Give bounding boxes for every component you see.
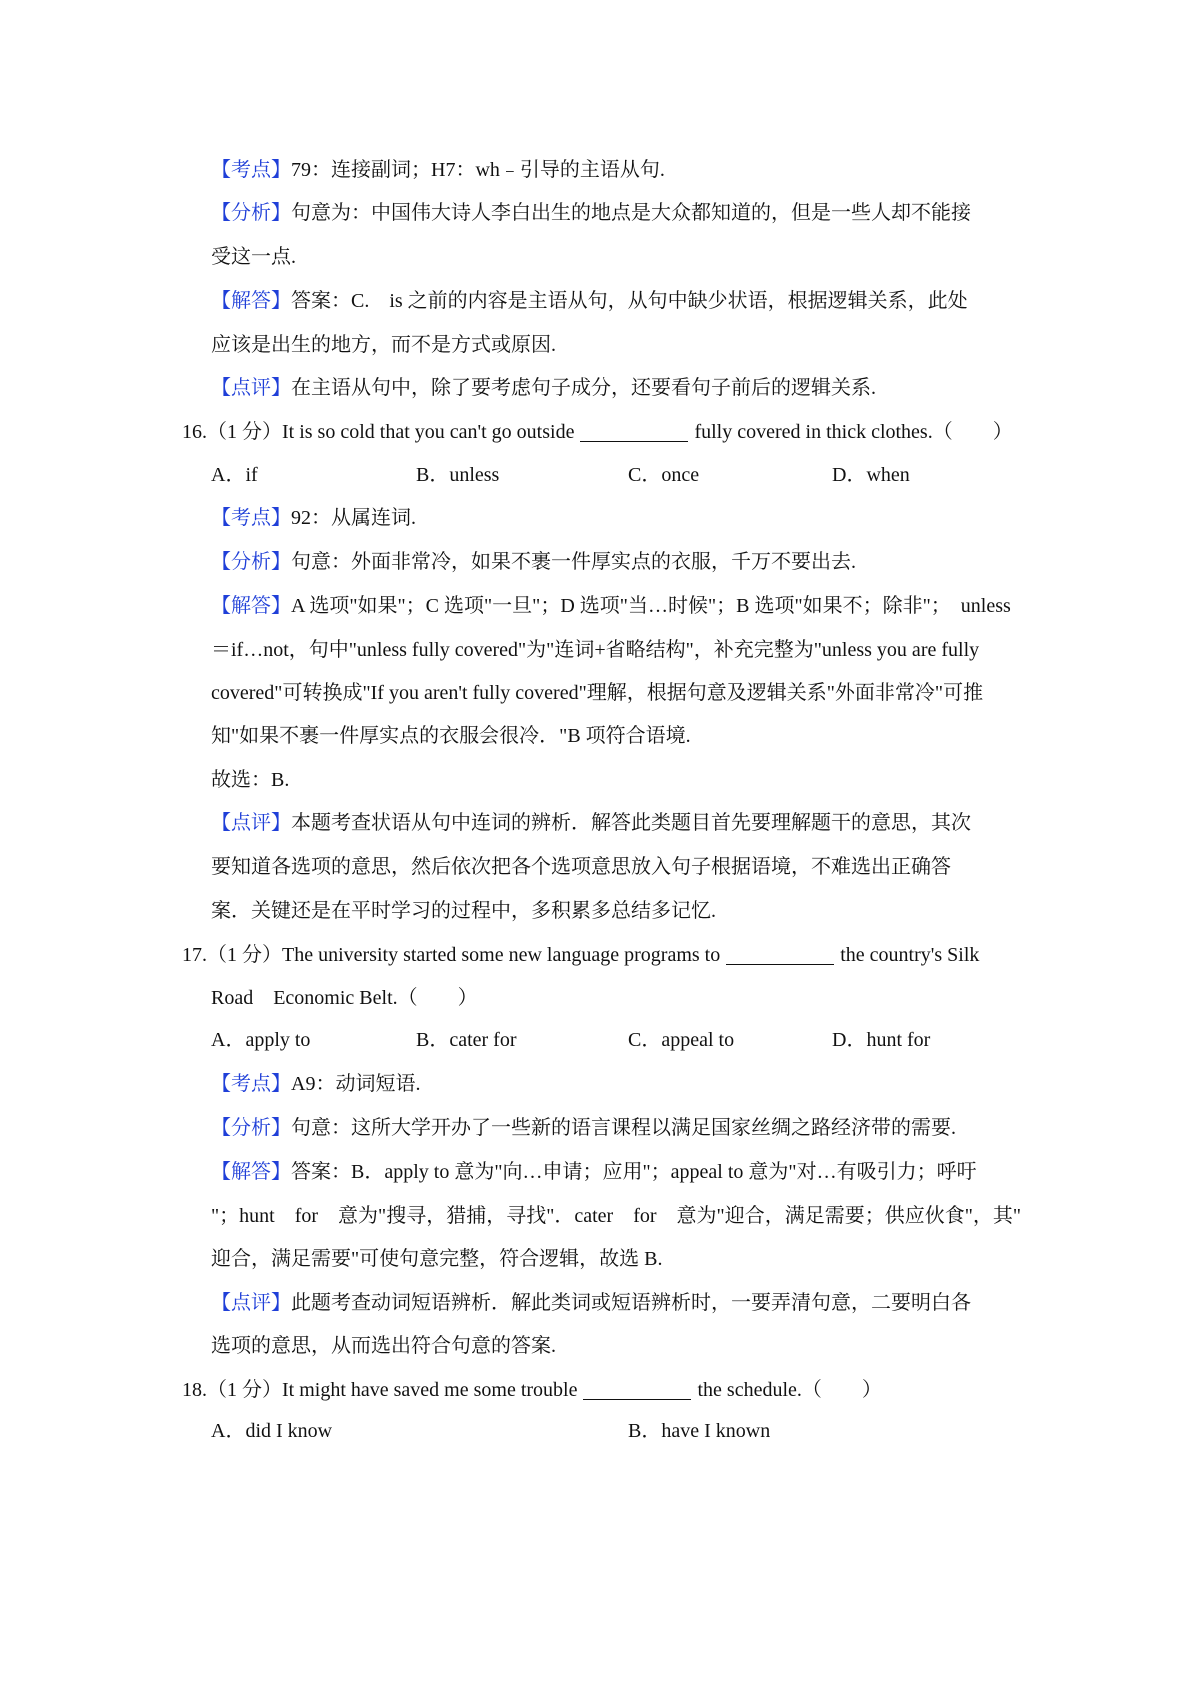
q16-guxuan: 故选：B. (211, 769, 290, 791)
q16-dianping-line1: 本题考查状语从句中连词的辨析．解答此类题目首先要理解题干的意思，其次 (291, 812, 971, 834)
fenxi-label: 【分析】 (211, 202, 291, 224)
q16-dianping-line2: 要知道各选项的意思，然后依次把各个选项意思放入句子根据语境，不难选出正确答 (211, 856, 951, 878)
q18-option-b: B．have I known (628, 1420, 771, 1442)
q17-dianping-line2: 选项的意思，从而选出符合句意的答案. (211, 1335, 556, 1357)
dianping-label: 【点评】 (211, 377, 291, 399)
q17-option-b: B．cater for (416, 1029, 517, 1051)
q15-fenxi (211, 198, 1021, 228)
q15-jieda-line1: 答案：C. is 之前的内容是主语从句，从句中缺少状语，根据逻辑关系，此处 (291, 290, 968, 312)
q16-dianping-line3: 案．关键还是在平时学习的过程中，多积累多总结多记忆. (211, 900, 716, 922)
q17-stem (182, 940, 979, 970)
q18-stem (182, 1375, 882, 1405)
q17-jieda-line3: 迎合，满足需要"可使句意完整，符合逻辑，故选 B. (211, 1248, 663, 1270)
q16-fenxi-text: 句意：外面非常冷，如果不裹一件厚实点的衣服，千万不要出去. (291, 551, 856, 573)
q17-fenxi-text: 句意：这所大学开办了一些新的语言课程以满足国家丝绸之路经济带的需要. (291, 1117, 956, 1139)
q16-jieda-line4: 知"如果不裹一件厚实点的衣服会很冷．"B 项符合语境. (211, 725, 691, 747)
q17-dianping (211, 1288, 1021, 1318)
jieda-label: 【解答】 (211, 290, 291, 312)
jieda-label: 【解答】 (211, 1161, 291, 1183)
kaodian-label: 【考点】 (211, 159, 291, 181)
q16-stem-pre: 16.（1 分）It is so cold that you can't go outside (182, 421, 575, 443)
q16-stem (182, 417, 1013, 447)
kaodian-label: 【考点】 (211, 507, 291, 529)
q17-option-d: D．hunt for (832, 1029, 931, 1051)
q15-dianping-text: 在主语从句中，除了要考虑句子成分，还要看句子前后的逻辑关系. (291, 377, 876, 399)
q16-jieda-line2: ＝if…not，句中"unless fully covered"为"连词+省略结构"，补充完整为"unless you are fully (211, 639, 980, 661)
q17-kaodian-text: A9：动词短语. (291, 1073, 421, 1095)
q17-stem-line2: Road Economic Belt.（ ） (211, 987, 478, 1009)
q16-option-d: D．when (832, 464, 910, 486)
q17-stem-post: the country's Silk (840, 944, 980, 966)
q16-jieda (211, 591, 1021, 621)
q15-fenxi-line1: 句意为：中国伟大诗人李白出生的地点是大众都知道的，但是一些人却不能接 (291, 202, 971, 224)
q18-stem-pre: 18.（1 分）It might have saved me some trouble (182, 1379, 578, 1401)
answer-blank (726, 946, 834, 965)
answer-blank (580, 423, 688, 442)
jieda-label: 【解答】 (211, 595, 291, 617)
q17-fenxi (211, 1113, 956, 1143)
q18-option-a: A．did I know (211, 1420, 333, 1442)
q16-kaodian (211, 503, 416, 533)
q16-dianping (211, 808, 1021, 838)
q17-kaodian (211, 1069, 420, 1099)
q16-stem-post: fully covered in thick clothes.（ ） (694, 421, 1013, 443)
q17-option-c: C．appeal to (628, 1029, 735, 1051)
q16-jieda-line3: covered"可转换成"If you aren't fully covered"理解，根据句意及逻辑关系"外面非常冷"可推 (211, 682, 984, 704)
fenxi-label: 【分析】 (211, 551, 291, 573)
dianping-label: 【点评】 (211, 812, 291, 834)
q16-jieda-line1: A 选项"如果"；C 选项"一旦"；D 选项"当…时候"；B 选项"如果不；除非"； unless (291, 595, 1011, 617)
q15-jieda-line2: 应该是出生的地方，而不是方式或原因. (211, 334, 556, 356)
q16-kaodian-text: 92：从属连词. (291, 507, 416, 529)
q17-jieda-line1: 答案：B．apply to 意为"向…申请；应用"；appeal to 意为"对…有吸引力；呼吁 (291, 1161, 977, 1183)
q15-kaodian-text: 79：连接副词；H7：wh﹣引导的主语从句. (291, 159, 665, 181)
q17-jieda-line2: "；hunt for 意为"搜寻，猎捕，寻找"．cater for 意为"迎合，满足需要；供应伙食"，其" (211, 1205, 1022, 1227)
fenxi-label: 【分析】 (211, 1117, 291, 1139)
q17-option-a: A．apply to (211, 1029, 311, 1051)
q17-jieda (211, 1157, 1021, 1187)
q18-stem-post: the schedule.（ ） (697, 1379, 882, 1401)
q15-dianping (211, 373, 876, 403)
kaodian-label: 【考点】 (211, 1073, 291, 1095)
q17-dianping-line1: 此题考查动词短语辨析．解此类词或短语辨析时，一要弄清句意，二要明白各 (291, 1292, 971, 1314)
q16-option-c: C．once (628, 464, 700, 486)
q17-stem-pre: 17.（1 分）The university started some new language programs to (182, 944, 721, 966)
q16-option-b: B．unless (416, 464, 500, 486)
q15-kaodian (211, 155, 665, 185)
q15-jieda (211, 286, 1021, 316)
q16-option-a: A．if (211, 464, 258, 486)
q15-fenxi-line2: 受这一点. (211, 246, 296, 268)
answer-blank (583, 1381, 691, 1400)
q16-fenxi (211, 547, 856, 577)
dianping-label: 【点评】 (211, 1292, 291, 1314)
